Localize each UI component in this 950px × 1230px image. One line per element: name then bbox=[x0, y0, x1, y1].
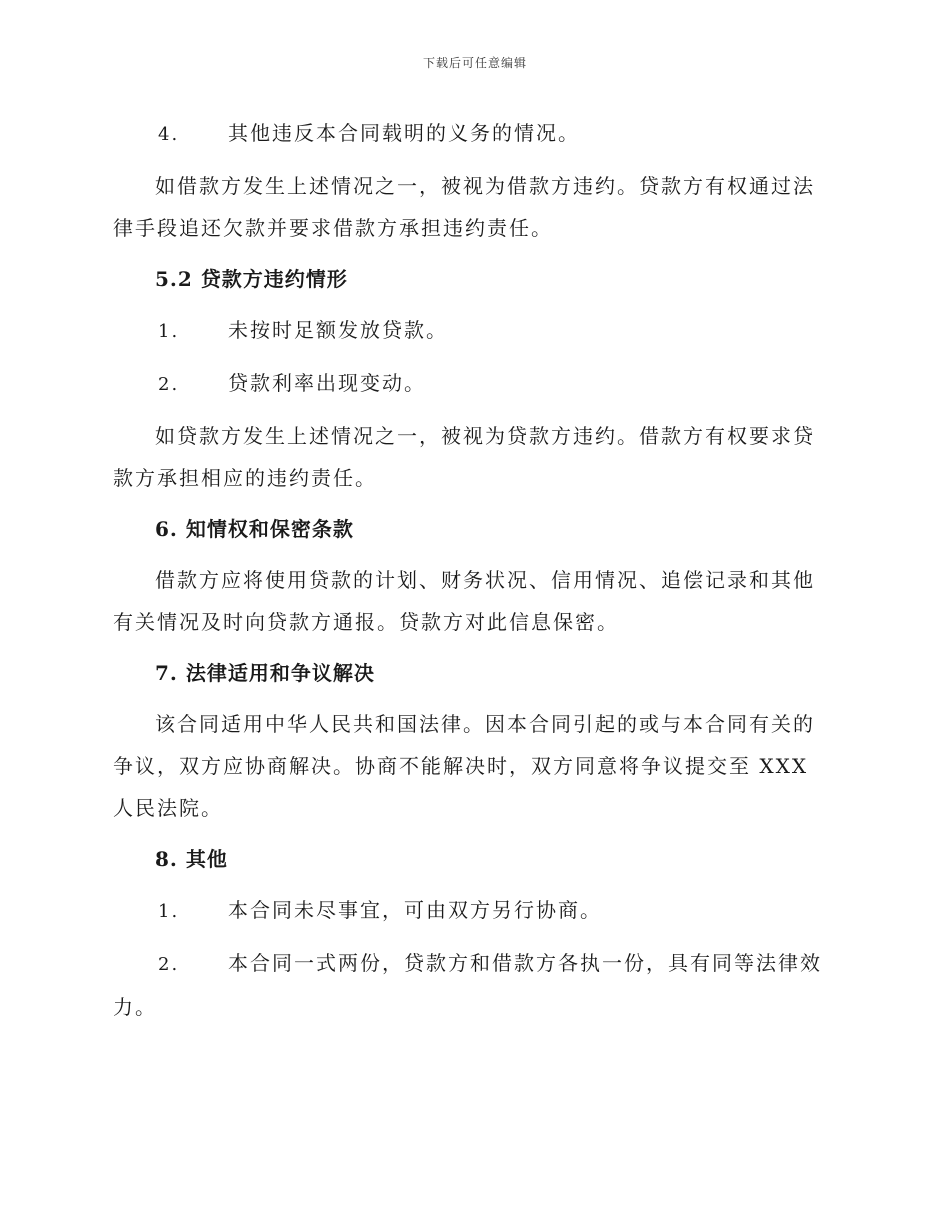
list-item-number: 2. bbox=[158, 954, 180, 975]
list-item-text: 本合同未尽事宜，可由双方另行协商。 bbox=[228, 898, 602, 922]
list-item bbox=[113, 889, 835, 933]
list-item-text: 其他违反本合同载明的义务的情况。 bbox=[228, 121, 580, 145]
paragraph-confidentiality: 借款方应将使用贷款的计划、财务状况、信用情况、追偿记录和其他有关情况及时向贷款方通报。贷款方对此信息保密。 bbox=[113, 568, 815, 634]
list-item bbox=[113, 112, 835, 156]
list-item bbox=[113, 942, 835, 1028]
paragraph-borrower-breach: 如借款方发生上述情况之一，被视为借款方违约。贷款方有权通过法律手段追还欠款并要求借款方承担违约责任。 bbox=[113, 174, 815, 240]
list-item-number: 1. bbox=[158, 901, 180, 922]
section-heading-8: 8. 其他 bbox=[155, 847, 228, 871]
list-item-number: 4. bbox=[158, 124, 180, 145]
list-item-number: 1. bbox=[158, 321, 180, 342]
paragraph-governing-law: 该合同适用中华人民共和国法律。因本合同引起的或与本合同有关的争议，双方应协商解决。协商不能解决时，双方同意将争议提交至 XXX 人民法院。 bbox=[113, 712, 815, 820]
list-item-text: 未按时足额发放贷款。 bbox=[228, 318, 448, 342]
list-item-text: 贷款利率出现变动。 bbox=[228, 371, 426, 395]
section-heading-7: 7. 法律适用和争议解决 bbox=[155, 661, 375, 685]
page-header: 下载后可任意编辑 bbox=[422, 56, 527, 70]
section-heading-5-2: 5.2 贷款方违约情形 bbox=[155, 267, 348, 291]
list-item-number: 2. bbox=[158, 374, 180, 395]
document-body bbox=[113, 112, 835, 1037]
paragraph-lender-breach: 如贷款方发生上述情况之一，被视为贷款方违约。借款方有权要求贷款方承担相应的违约责任。 bbox=[113, 424, 815, 490]
list-item bbox=[113, 362, 835, 406]
list-item bbox=[113, 309, 835, 353]
list-item-text: 本合同一式两份，贷款方和借款方各执一份，具有同等法律效力。 bbox=[113, 951, 822, 1019]
section-heading-6: 6. 知情权和保密条款 bbox=[155, 517, 354, 541]
